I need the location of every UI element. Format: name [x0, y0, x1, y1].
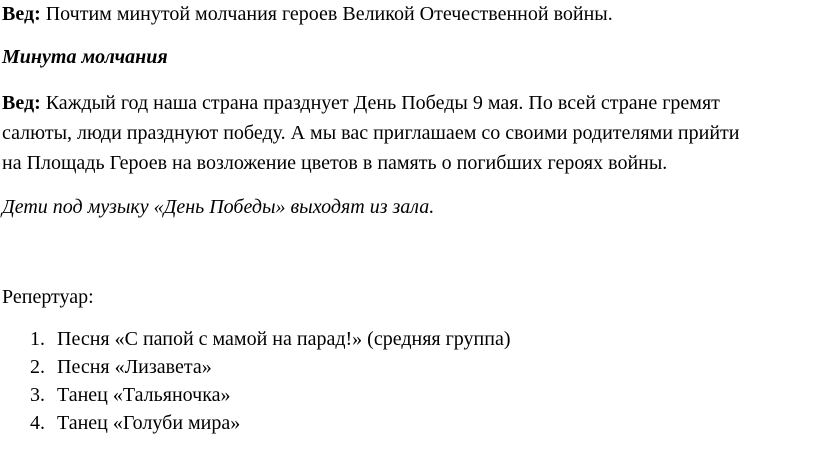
repertoire-label: Репертуар:	[2, 286, 94, 308]
list-number: 4.	[30, 412, 45, 434]
list-text: Танец «Тальяночка»	[57, 384, 231, 406]
paragraph-announcement	[2, 2, 613, 26]
stage-direction: Дети под музыку «День Победы» выходят из зала.	[2, 196, 435, 218]
list-number: 3.	[30, 384, 45, 406]
list-item	[0, 383, 816, 407]
paragraph-line-1	[2, 91, 720, 115]
list-text: Танец «Голуби мира»	[57, 412, 241, 434]
paragraph-line-2: салюты, люди празднуют победу. А мы вас приглашаем со своими родителями прийти	[2, 122, 740, 144]
speaker-label: Вед:	[2, 92, 41, 114]
list-number: 2.	[30, 356, 45, 378]
paragraph-line-3: на Площадь Героев на возложение цветов в память о погибших героях войны.	[2, 152, 668, 174]
section-heading: Минута молчания	[2, 46, 168, 68]
list-item	[0, 355, 816, 379]
paragraph-text: Почтим минутой молчания героев Великой Отечественной войны.	[40, 3, 613, 25]
speaker-label: Вед:	[2, 3, 41, 25]
paragraph-text: Каждый год наша страна празднует День Победы 9 мая. По всей стране гремят	[40, 92, 720, 114]
list-text: Песня «Лизавета»	[57, 356, 212, 378]
list-number: 1.	[30, 328, 45, 350]
list-item	[0, 327, 816, 351]
list-item	[0, 411, 816, 435]
list-text: Песня «С папой с мамой на парад!» (средняя группа)	[57, 328, 511, 350]
